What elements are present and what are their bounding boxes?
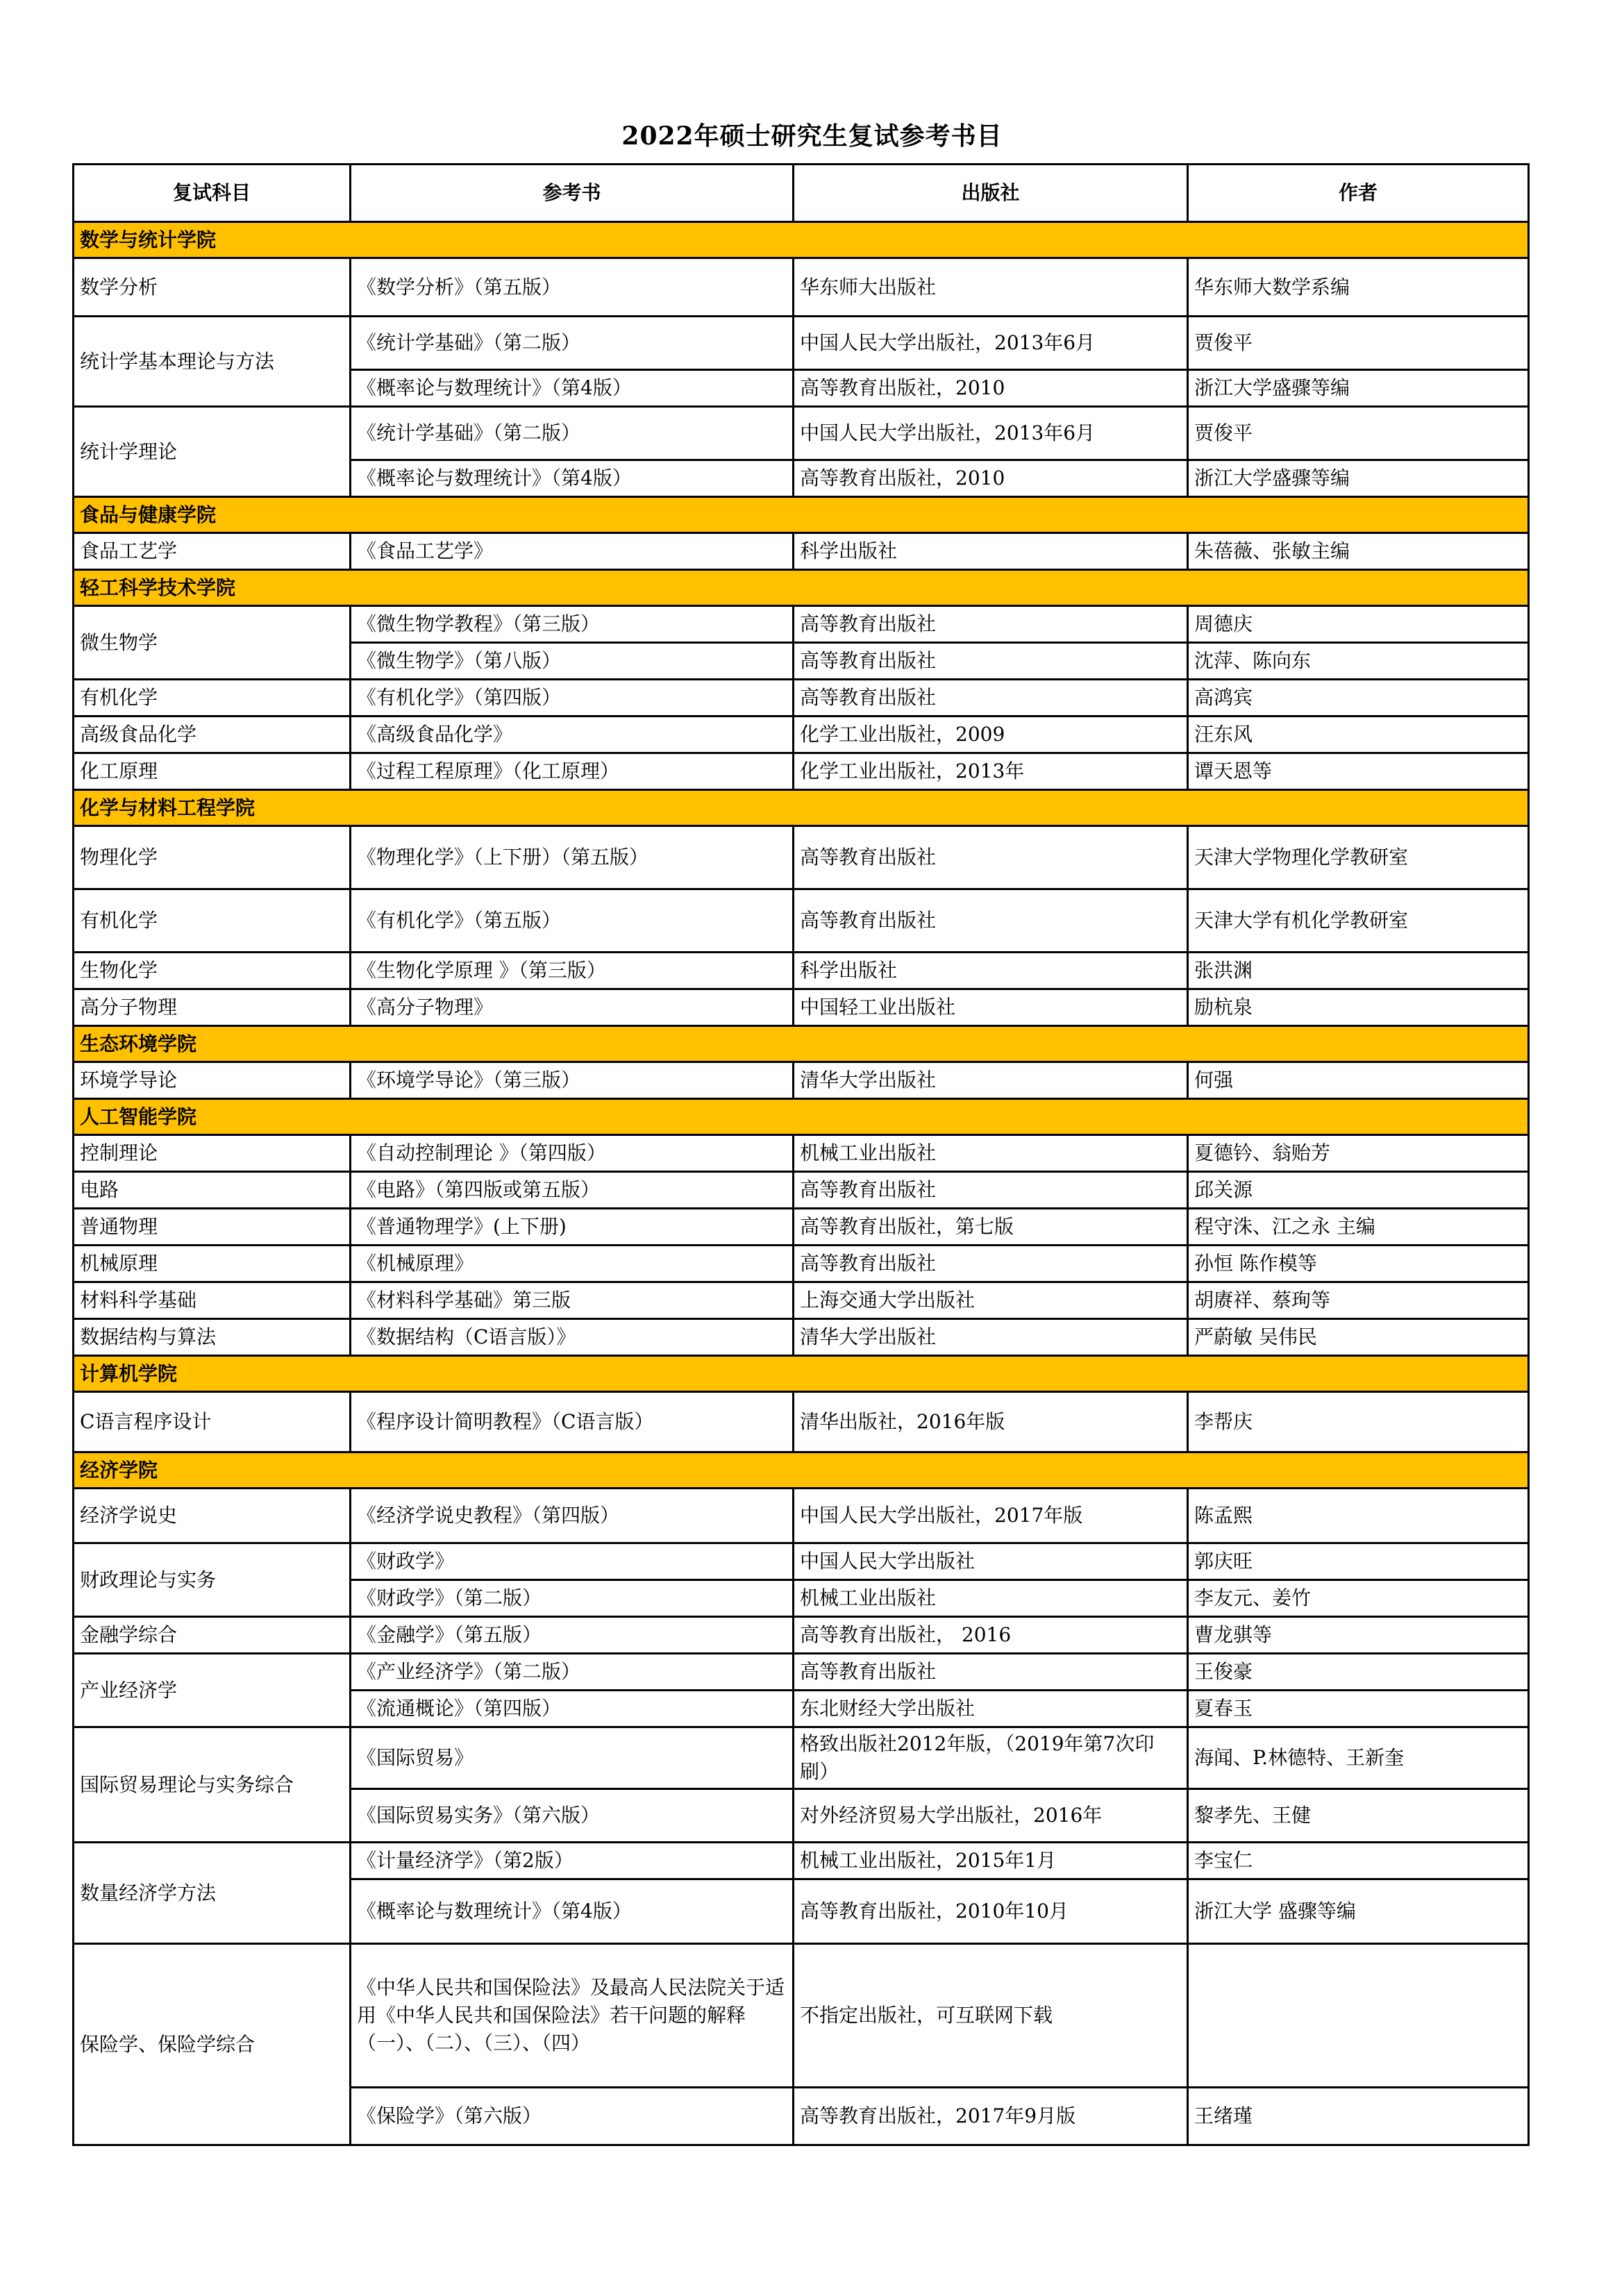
publisher-cell: 化学工业出版社，2009 [794, 717, 1188, 753]
table-row [74, 1843, 1529, 1879]
section-row [74, 570, 1529, 606]
book-cell: 《概率论与数理统计》（第4版） [351, 370, 794, 407]
publisher-cell: 中国人民大学出版社，2013年6月 [794, 317, 1188, 370]
author-cell: 王俊豪 [1188, 1654, 1529, 1691]
table-row [74, 1135, 1529, 1172]
author-cell: 周德庆 [1188, 606, 1529, 643]
publisher-cell: 机械工业出版社 [794, 1580, 1188, 1617]
table-row [74, 1172, 1529, 1209]
subject-cell: 高分子物理 [74, 989, 351, 1026]
author-cell: 王绪瑾 [1188, 2088, 1529, 2145]
book-cell: 《机械原理》 [351, 1246, 794, 1282]
author-cell: 浙江大学盛骤等编 [1188, 460, 1529, 497]
subject-cell: 统计学理论 [74, 407, 351, 497]
table-row [74, 317, 1529, 370]
publisher-cell: 清华出版社，2016年版 [794, 1392, 1188, 1452]
table-body [74, 222, 1529, 2145]
table-row [74, 989, 1529, 1026]
subject-cell: 控制理论 [74, 1135, 351, 1172]
subject-cell: 统计学基本理论与方法 [74, 317, 351, 407]
table-row [74, 1319, 1529, 1356]
subject-cell: 生物化学 [74, 953, 351, 989]
book-cell: 《普通物理学》(上下册) [351, 1209, 794, 1246]
book-cell: 《微生物学》（第八版） [351, 643, 794, 680]
subject-cell: 数据结构与算法 [74, 1319, 351, 1356]
subject-cell: C语言程序设计 [74, 1392, 351, 1452]
subject-cell: 机械原理 [74, 1246, 351, 1282]
book-cell: 《高级食品化学》 [351, 717, 794, 753]
subject-cell: 物理化学 [74, 826, 351, 889]
author-cell: 李友元、姜竹 [1188, 1580, 1529, 1617]
book-cell: 《有机化学》（第五版） [351, 889, 794, 953]
section-title: 食品与健康学院 [74, 497, 1529, 533]
header-publisher: 出版社 [794, 165, 1188, 222]
table-row [74, 717, 1529, 753]
book-cell: 《统计学基础》（第二版） [351, 407, 794, 460]
table-row [74, 826, 1529, 889]
section-title: 数学与统计学院 [74, 222, 1529, 258]
publisher-cell: 高等教育出版社，2010 [794, 370, 1188, 407]
book-cell: 《计量经济学》（第2版） [351, 1843, 794, 1879]
author-cell: 夏春玉 [1188, 1691, 1529, 1727]
publisher-cell: 清华大学出版社 [794, 1062, 1188, 1099]
table-row [74, 1543, 1529, 1580]
table-header-row [74, 165, 1529, 222]
publisher-cell: 高等教育出版社， 2016 [794, 1617, 1188, 1654]
publisher-cell: 高等教育出版社 [794, 889, 1188, 953]
publisher-cell: 高等教育出版社 [794, 826, 1188, 889]
author-cell: 朱蓓薇、张敏主编 [1188, 533, 1529, 570]
header-subject: 复试科目 [74, 165, 351, 222]
author-cell: 张洪渊 [1188, 953, 1529, 989]
author-cell: 贾俊平 [1188, 407, 1529, 460]
subject-cell: 国际贸易理论与实务综合 [74, 1727, 351, 1843]
author-cell: 天津大学有机化学教研室 [1188, 889, 1529, 953]
section-title: 轻工科学技术学院 [74, 570, 1529, 606]
subject-cell: 普通物理 [74, 1209, 351, 1246]
book-cell: 《过程工程原理》（化工原理） [351, 753, 794, 790]
publisher-cell: 高等教育出版社，第七版 [794, 1209, 1188, 1246]
publisher-cell: 东北财经大学出版社 [794, 1691, 1188, 1727]
book-cell: 《电路》（第四版或第五版） [351, 1172, 794, 1209]
publisher-cell: 中国人民大学出版社，2017年版 [794, 1489, 1188, 1543]
publisher-cell: 对外经济贸易大学出版社，2016年 [794, 1789, 1188, 1843]
table-row [74, 533, 1529, 570]
publisher-cell: 高等教育出版社 [794, 1172, 1188, 1209]
author-cell: 夏德钤、翁贻芳 [1188, 1135, 1529, 1172]
publisher-cell: 上海交通大学出版社 [794, 1282, 1188, 1319]
book-cell: 《产业经济学》（第二版） [351, 1654, 794, 1691]
section-title: 生态环境学院 [74, 1026, 1529, 1062]
author-cell: 高鸿宾 [1188, 680, 1529, 717]
table-row [74, 953, 1529, 989]
publisher-cell: 高等教育出版社，2010 [794, 460, 1188, 497]
book-cell: 《中华人民共和国保险法》及最高人民法院关于适用《中华人民共和国保险法》若干问题的解释（一）、（二）、（三）、（四） [351, 1944, 794, 2088]
book-cell: 《程序设计简明教程》（C语言版） [351, 1392, 794, 1452]
publisher-cell: 不指定出版社，可互联网下载 [794, 1944, 1188, 2088]
section-row [74, 1356, 1529, 1392]
publisher-cell: 机械工业出版社，2015年1月 [794, 1843, 1188, 1879]
author-cell: 郭庆旺 [1188, 1543, 1529, 1580]
subject-cell: 电路 [74, 1172, 351, 1209]
section-row [74, 790, 1529, 826]
table-row [74, 1654, 1529, 1691]
author-cell: 程守洙、江之永 主编 [1188, 1209, 1529, 1246]
author-cell: 华东师大数学系编 [1188, 258, 1529, 317]
publisher-cell: 高等教育出版社 [794, 643, 1188, 680]
publisher-cell: 清华大学出版社 [794, 1319, 1188, 1356]
author-cell: 贾俊平 [1188, 317, 1529, 370]
author-cell: 李宝仁 [1188, 1843, 1529, 1879]
publisher-cell: 高等教育出版社 [794, 1654, 1188, 1691]
table-row [74, 407, 1529, 460]
book-cell: 《数学分析》（第五版） [351, 258, 794, 317]
table-row [74, 1617, 1529, 1654]
book-cell: 《财政学》（第二版） [351, 1580, 794, 1617]
author-cell: 李帮庆 [1188, 1392, 1529, 1452]
author-cell: 天津大学物理化学教研室 [1188, 826, 1529, 889]
table-row [74, 1392, 1529, 1452]
section-row [74, 497, 1529, 533]
subject-cell: 保险学、保险学综合 [74, 1944, 351, 2145]
author-cell: 励杭泉 [1188, 989, 1529, 1026]
table-row [74, 1282, 1529, 1319]
author-cell: 曹龙骐等 [1188, 1617, 1529, 1654]
publisher-cell: 科学出版社 [794, 953, 1188, 989]
table-row [74, 889, 1529, 953]
header-book: 参考书 [351, 165, 794, 222]
subject-cell: 数量经济学方法 [74, 1843, 351, 1944]
book-cell: 《材料科学基础》第三版 [351, 1282, 794, 1319]
book-cell: 《生物化学原理 》（第三版） [351, 953, 794, 989]
author-cell: 陈孟熙 [1188, 1489, 1529, 1543]
section-row [74, 222, 1529, 258]
subject-cell: 数学分析 [74, 258, 351, 317]
author-cell: 浙江大学盛骤等编 [1188, 370, 1529, 407]
section-row [74, 1452, 1529, 1489]
publisher-cell: 华东师大出版社 [794, 258, 1188, 317]
publisher-cell: 中国人民大学出版社 [794, 1543, 1188, 1580]
book-cell: 《流通概论》（第四版） [351, 1691, 794, 1727]
author-cell: 谭天恩等 [1188, 753, 1529, 790]
author-cell [1188, 1944, 1529, 2088]
author-cell: 汪东风 [1188, 717, 1529, 753]
book-cell: 《自动控制理论 》（第四版） [351, 1135, 794, 1172]
table-row [74, 1489, 1529, 1543]
publisher-cell: 高等教育出版社，2017年9月版 [794, 2088, 1188, 2145]
author-cell: 何强 [1188, 1062, 1529, 1099]
subject-cell: 微生物学 [74, 606, 351, 680]
book-cell: 《环境学导论》（第三版） [351, 1062, 794, 1099]
section-row [74, 1099, 1529, 1135]
table-row [74, 606, 1529, 643]
subject-cell: 化工原理 [74, 753, 351, 790]
table-row [74, 1062, 1529, 1099]
publisher-cell: 机械工业出版社 [794, 1135, 1188, 1172]
subject-cell: 材料科学基础 [74, 1282, 351, 1319]
reference-book-table [72, 163, 1530, 2146]
subject-cell: 食品工艺学 [74, 533, 351, 570]
subject-cell: 有机化学 [74, 680, 351, 717]
book-cell: 《微生物学教程》（第三版） [351, 606, 794, 643]
subject-cell: 有机化学 [74, 889, 351, 953]
section-title: 计算机学院 [74, 1356, 1529, 1392]
publisher-cell: 格致出版社2012年版，（2019年第7次印刷） [794, 1727, 1188, 1789]
publisher-cell: 中国轻工业出版社 [794, 989, 1188, 1026]
book-cell: 《统计学基础》（第二版） [351, 317, 794, 370]
table-row [74, 753, 1529, 790]
author-cell: 胡赓祥、蔡珣等 [1188, 1282, 1529, 1319]
author-cell: 严蔚敏 吴伟民 [1188, 1319, 1529, 1356]
book-cell: 《国际贸易实务》（第六版） [351, 1789, 794, 1843]
author-cell: 沈萍、陈向东 [1188, 643, 1529, 680]
book-cell: 《概率论与数理统计》（第4版） [351, 460, 794, 497]
subject-cell: 产业经济学 [74, 1654, 351, 1727]
subject-cell: 财政理论与实务 [74, 1543, 351, 1617]
publisher-cell: 高等教育出版社 [794, 1246, 1188, 1282]
subject-cell: 环境学导论 [74, 1062, 351, 1099]
author-cell: 黎孝先、王健 [1188, 1789, 1529, 1843]
publisher-cell: 高等教育出版社，2010年10月 [794, 1879, 1188, 1944]
subject-cell: 高级食品化学 [74, 717, 351, 753]
author-cell: 邱关源 [1188, 1172, 1529, 1209]
publisher-cell: 化学工业出版社，2013年 [794, 753, 1188, 790]
table-row [74, 1727, 1529, 1789]
author-cell: 海闻、P.林德特、王新奎 [1188, 1727, 1529, 1789]
section-title: 化学与材料工程学院 [74, 790, 1529, 826]
publisher-cell: 高等教育出版社 [794, 606, 1188, 643]
table-row [74, 1246, 1529, 1282]
publisher-cell: 高等教育出版社 [794, 680, 1188, 717]
table-row [74, 1209, 1529, 1246]
book-cell: 《高分子物理》 [351, 989, 794, 1026]
section-title: 经济学院 [74, 1452, 1529, 1489]
book-cell: 《数据结构（C语言版）》 [351, 1319, 794, 1356]
book-cell: 《财政学》 [351, 1543, 794, 1580]
book-cell: 《概率论与数理统计》（第4版） [351, 1879, 794, 1944]
page-title: 2022年硕士研究生复试参考书目 [621, 121, 1003, 151]
section-row [74, 1026, 1529, 1062]
book-cell: 《国际贸易》 [351, 1727, 794, 1789]
book-cell: 《物理化学》（上下册）（第五版） [351, 826, 794, 889]
book-cell: 《有机化学》（第四版） [351, 680, 794, 717]
author-cell: 浙江大学 盛骤等编 [1188, 1879, 1529, 1944]
author-cell: 孙恒 陈作模等 [1188, 1246, 1529, 1282]
subject-cell: 经济学说史 [74, 1489, 351, 1543]
table-row [74, 258, 1529, 317]
subject-cell: 金融学综合 [74, 1617, 351, 1654]
book-cell: 《食品工艺学》 [351, 533, 794, 570]
book-cell: 《保险学》（第六版） [351, 2088, 794, 2145]
publisher-cell: 科学出版社 [794, 533, 1188, 570]
section-title: 人工智能学院 [74, 1099, 1529, 1135]
table-row [74, 1944, 1529, 2088]
book-cell: 《金融学》（第五版） [351, 1617, 794, 1654]
header-author: 作者 [1188, 165, 1529, 222]
book-cell: 《经济学说史教程》（第四版） [351, 1489, 794, 1543]
publisher-cell: 中国人民大学出版社，2013年6月 [794, 407, 1188, 460]
table-row [74, 680, 1529, 717]
